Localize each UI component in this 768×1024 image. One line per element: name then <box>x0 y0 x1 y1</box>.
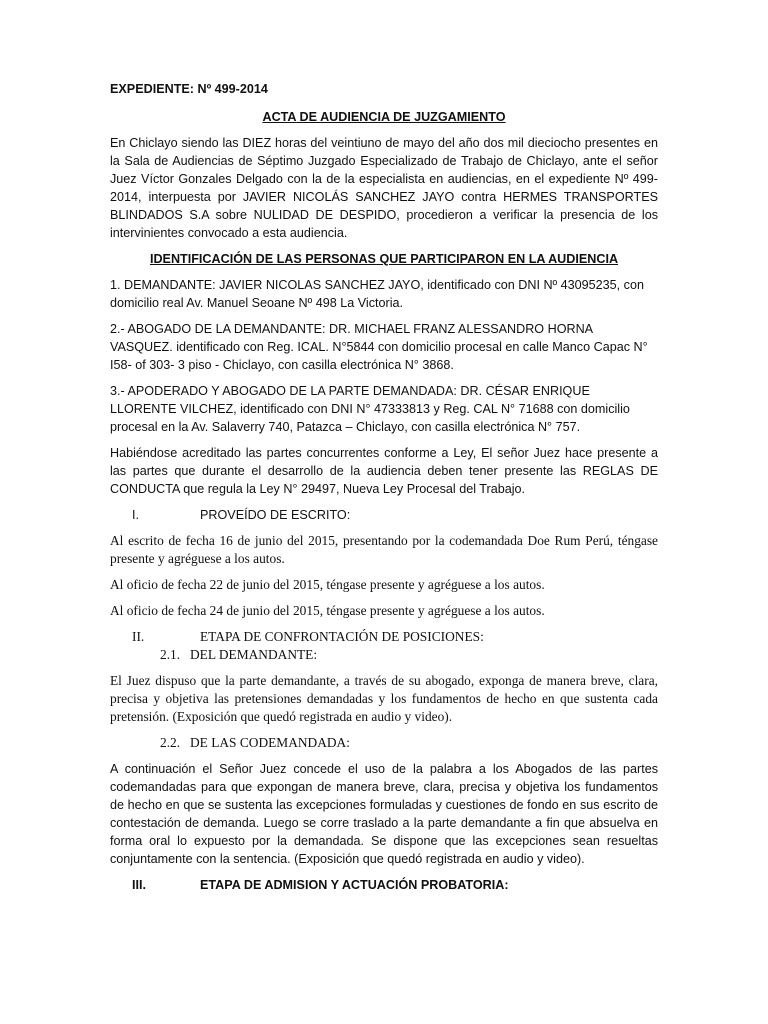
section-2-1-label: DEL DEMANDANTE: <box>190 647 318 662</box>
section-3-number: III. <box>132 878 146 892</box>
section-3-heading <box>110 876 658 894</box>
section-2-heading <box>110 628 658 646</box>
section-3-label: ETAPA DE ADMISION Y ACTUACIÓN PROBATORIA: <box>200 878 509 892</box>
section-2-1-paragraph: El Juez dispuso que la parte demandante, a través de su abogado, exponga de manera breve, clara, precisa y objetiva las pretensiones demandadas y los fundamentos de hecho en que sustenta cada pretensión. (Exposición que quedó registrada en audio y video). <box>110 673 658 724</box>
section-1-paragraph-1: Al escrito de fecha 16 de junio del 2015, presentando por la codemandada Doe Rum Perú, téngase presente y agréguese a los autos. <box>110 533 658 566</box>
section-1-heading <box>110 506 658 524</box>
party-demandante: 1. DEMANDANTE: JAVIER NICOLAS SANCHEZ JAYO, identificado con DNI Nº 43095235, con domicilio real Av. Manuel Seoane Nº 498 La Victoria. <box>110 278 644 310</box>
section-2-2-label: DE LAS CODEMANDADA: <box>190 735 350 750</box>
section-2-number: II. <box>132 629 145 644</box>
section-2-label: ETAPA DE CONFRONTACIÓN DE POSICIONES: <box>200 629 484 644</box>
party-apoderado-demandada: 3.- APODERADO Y ABOGADO DE LA PARTE DEMANDADA: DR. CÉSAR ENRIQUE LLORENTE VILCHEZ, identificado con DNI N° 47333813 y Reg. CAL N° 71688 con domicilio procesal en la Av. Salaverry 740, Patazca – Chiclayo, con casilla electrónica N° 757. <box>110 384 630 434</box>
document-page <box>110 80 658 902</box>
section-1-paragraph-2: Al oficio de fecha 22 de junio del 2015, téngase presente y agréguese a los autos. <box>110 577 545 592</box>
expediente-number: EXPEDIENTE: Nº 499-2014 <box>110 82 268 96</box>
section-1-number: I. <box>132 508 139 522</box>
section-2-1-number: 2.1. <box>160 647 181 662</box>
document-title: ACTA DE AUDIENCIA DE JUZGAMIENTO <box>262 110 506 124</box>
section-1-paragraph-3: Al oficio de fecha 24 de junio del 2015, téngase presente y agréguese a los autos. <box>110 603 545 618</box>
section-2-2-number: 2.2. <box>160 735 181 750</box>
section-2-2-paragraph: A continuación el Señor Juez concede el uso de la palabra a los Abogados de las partes codemandadas para que expongan de manera breve, clara, precisa y objetiva los fundamentos de hecho en que se sustenta las excepciones formuladas y cuestiones de fondo en sus escrito de contestación de demanda. Luego se corre traslado a la parte demandante a fin que absuelva en forma oral lo expuesto por la demandada. Se dispone que las excepciones sean resueltas conjuntamente con la sentencia. (Exposición que quedó registrada en audio y video). <box>110 762 658 866</box>
section-1-label: PROVEÍDO DE ESCRITO: <box>200 508 351 522</box>
identification-title: IDENTIFICACIÓN DE LAS PERSONAS QUE PARTICIPARON EN LA AUDIENCIA <box>149 252 619 266</box>
rules-paragraph: Habiéndose acreditado las partes concurrentes conforme a Ley, El señor Juez hace presente a las partes que durante el desarrollo de la audiencia deben tener presente las REGLAS DE CONDUCTA que regula la Ley N° 29497, Nueva Ley Procesal del Trabajo. <box>110 446 658 496</box>
party-abogado-demandante: 2.- ABOGADO DE LA DEMANDANTE: DR. MICHAEL FRANZ ALESSANDRO HORNA VASQUEZ. identificado con Reg. ICAL. N°5844 con domicilio procesal en calle Manco Capac N° I58- of 303- 3 piso - Chiclayo, con casilla electrónica N° 3868. <box>110 322 648 372</box>
section-2-2-heading <box>110 734 658 752</box>
section-2-1-heading <box>110 646 658 664</box>
intro-paragraph: En Chiclayo siendo las DIEZ horas del veintiuno de mayo del año dos mil dieciocho presentes en la Sala de Audiencias de Séptimo Juzgado Especializado de Trabajo de Chiclayo, ante el señor Juez Víctor Gonzales Delgado con la de la especialista en audiencias, en el expediente Nº 499-2014, interpuesta por JAVIER NICOLÁS SANCHEZ JAYO contra HERMES TRANSPORTES BLINDADOS S.A sobre NULIDAD DE DESPIDO, procedieron a verificar la presencia de los intervinientes convocado a esta audiencia. <box>110 136 658 240</box>
